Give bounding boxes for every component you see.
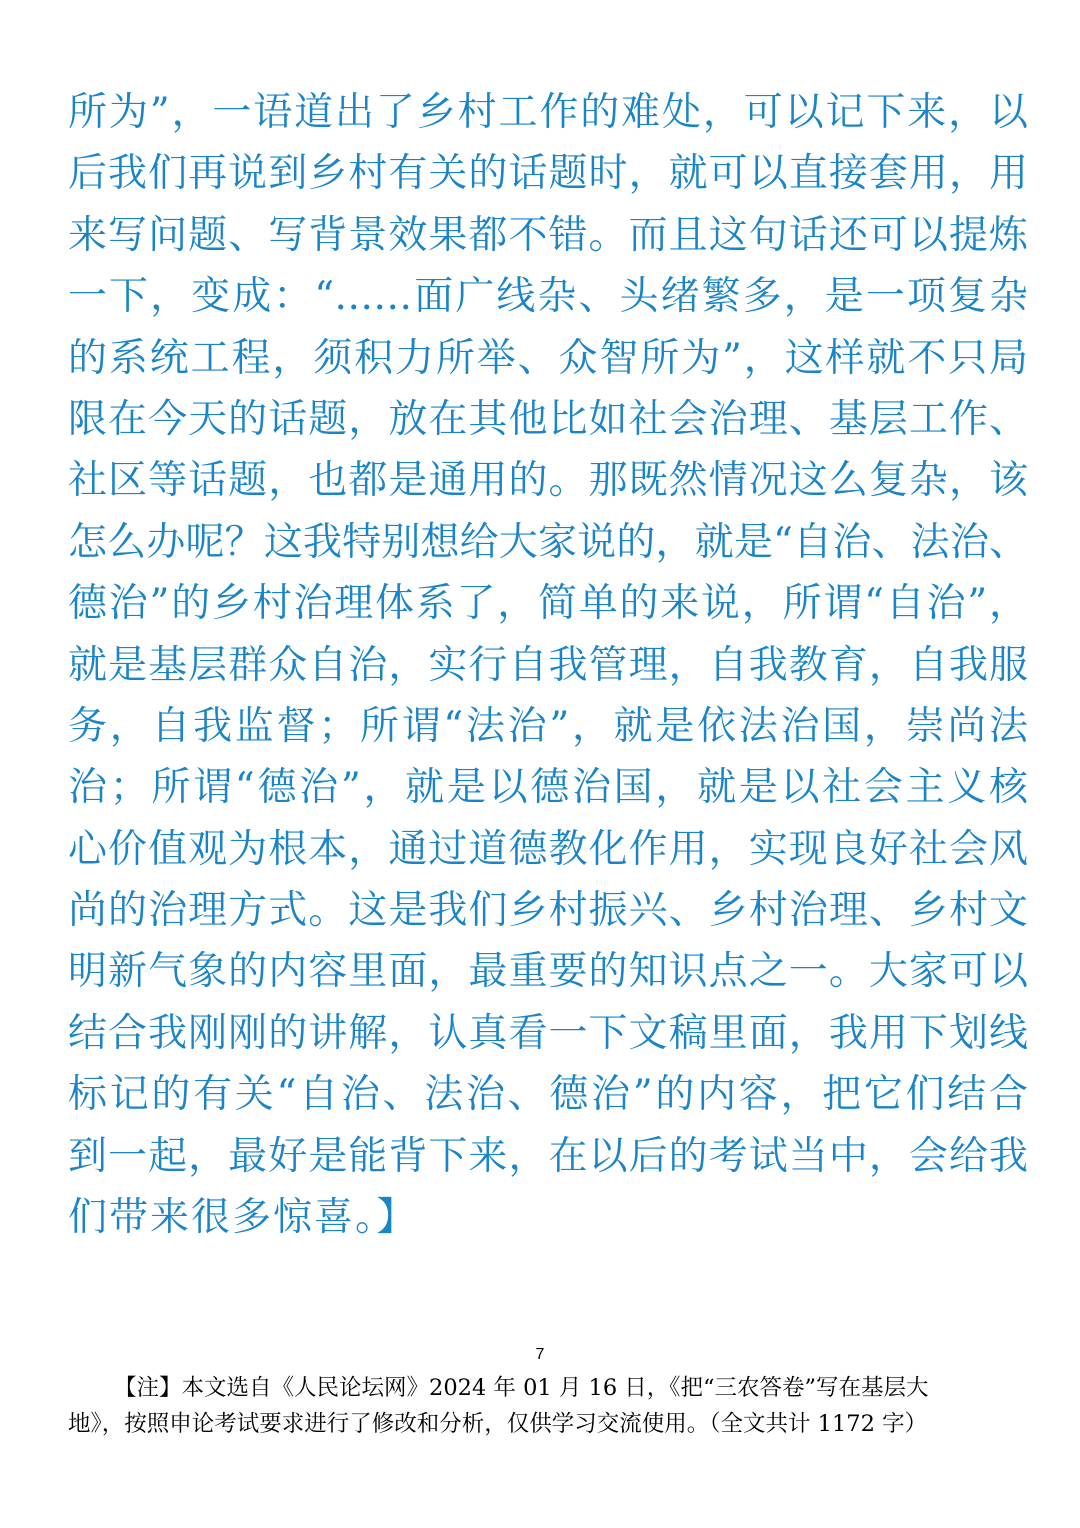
body-line: 的系统工程，须积力所举、众智所为”，这样就不只局 [68,335,1028,381]
body-line: 标记的有关“自治、法治、德治”的内容，把它们结合 [68,1072,1028,1118]
note-line: 地》，按照申论考试要求进行了修改和分析，仅供学习交流使用。（全文共计 1172 字） [68,1411,928,1437]
body-line: 后我们再说到乡村有关的话题时，就可以直接套用，用 [68,151,1028,197]
body-line: 德治”的乡村治理体系了，简单的来说，所谓“自治”， [68,581,1028,627]
body-line: 所为”，一语道出了乡村工作的难处，可以记下来，以 [68,90,1028,135]
body-line: 到一起，最好是能背下来，在以后的考试当中，会给我 [68,1133,1028,1179]
body-line: 社区等话题，也都是通用的。那既然情况这么复杂，该 [68,458,1028,504]
body-line: 限在今天的话题，放在其他比如社会治理、基层工作、 [68,396,1028,442]
body-line: 怎么办呢？这我特别想给大家说的，就是“自治、法治、 [68,519,1028,565]
body-line-last: 们带来很多惊喜。】 [68,1195,418,1241]
note-line: 【注】本文选自《人民论坛网》2024 年 01 月 16 日，《把“三农答卷”写在基层大 [114,1375,929,1401]
page-number: 7 [535,1346,545,1363]
body-line: 尚的治理方式。这是我们乡村振兴、乡村治理、乡村文 [68,888,1028,934]
body-line: 明新气象的内容里面，最重要的知识点之一。大家可以 [68,949,1028,995]
source-note [68,1370,1012,1442]
body-line: 结合我刚刚的讲解，认真看一下文稿里面，我用下划线 [68,1010,1028,1056]
body-line: 一下，变成：“……面广线杂、头绪繁多，是一项复杂 [68,274,1028,320]
body-line: 治；所谓“德治”，就是以德治国，就是以社会主义核 [68,765,1028,811]
body-line: 务，自我监督；所谓“法治”，就是依法治国，崇尚法 [68,703,1028,749]
body-line: 心价值观为根本，通过道德教化作用，实现良好社会风 [68,826,1028,872]
body-line: 来写问题、写背景效果都不错。而且这句话还可以提炼 [68,212,1028,258]
body-line: 就是基层群众自治，实行自我管理，自我教育，自我服 [68,642,1028,688]
body-paragraph [68,82,1028,1248]
